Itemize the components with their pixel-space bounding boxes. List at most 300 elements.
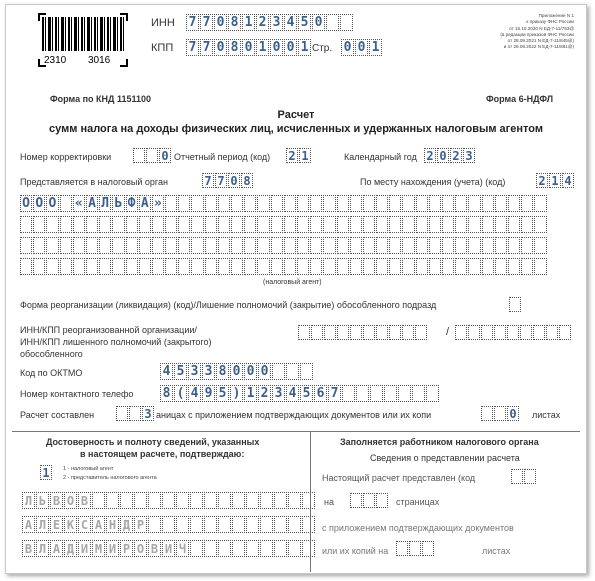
input-cell[interactable]	[260, 492, 273, 509]
input-cell[interactable]	[205, 195, 217, 212]
input-cell[interactable]	[176, 516, 189, 533]
input-cell[interactable]	[162, 492, 175, 509]
input-cell[interactable]: 8	[216, 363, 229, 380]
input-cell[interactable]	[300, 363, 313, 380]
input-cell[interactable]: 0	[214, 39, 227, 56]
input-cell[interactable]	[232, 516, 245, 533]
input-cell[interactable]: 1	[299, 148, 311, 163]
input-cell[interactable]: 2	[258, 385, 271, 402]
input-cell[interactable]	[350, 216, 362, 233]
input-cell[interactable]	[218, 216, 230, 233]
input-cell[interactable]: 1	[298, 39, 311, 56]
input-cell[interactable]: Р	[134, 516, 147, 533]
input-cell[interactable]	[148, 492, 161, 509]
input-cell[interactable]: Д	[64, 540, 77, 557]
input-cell[interactable]	[534, 216, 546, 233]
input-cell[interactable]	[190, 540, 203, 557]
input-cell[interactable]	[482, 237, 494, 254]
input-cell[interactable]: 0	[507, 406, 519, 421]
input-cell[interactable]	[126, 258, 138, 275]
surname-cells[interactable]	[22, 492, 316, 509]
input-cell[interactable]	[389, 216, 401, 233]
input-cell[interactable]: )	[230, 385, 243, 402]
year-cells[interactable]	[424, 148, 476, 163]
input-cell[interactable]: 0	[214, 14, 227, 31]
input-cell[interactable]	[139, 237, 151, 254]
input-cell[interactable]	[165, 258, 177, 275]
input-cell[interactable]	[60, 216, 72, 233]
input-cell[interactable]	[112, 237, 124, 254]
input-cell[interactable]: И	[78, 540, 91, 557]
input-cell[interactable]	[495, 237, 507, 254]
input-cell[interactable]: 7	[200, 14, 213, 31]
input-cell[interactable]	[274, 516, 287, 533]
input-cell[interactable]: И	[162, 540, 175, 557]
input-cell[interactable]: К	[64, 516, 77, 533]
input-cell[interactable]	[416, 216, 428, 233]
input-cell[interactable]: 0	[230, 363, 243, 380]
input-cell[interactable]	[389, 258, 401, 275]
input-cell[interactable]: Ь	[112, 195, 124, 212]
input-cell[interactable]: «	[73, 195, 85, 212]
input-cell[interactable]	[350, 195, 362, 212]
input-cell[interactable]	[324, 325, 336, 340]
input-cell[interactable]	[524, 469, 536, 484]
input-cell[interactable]: 3	[463, 148, 475, 163]
input-cell[interactable]	[297, 216, 309, 233]
input-cell[interactable]	[112, 216, 124, 233]
input-cell[interactable]	[271, 237, 283, 254]
input-cell[interactable]	[257, 195, 269, 212]
input-cell[interactable]	[508, 258, 520, 275]
kpp-cells[interactable]	[186, 39, 312, 56]
input-cell[interactable]	[495, 258, 507, 275]
input-cell[interactable]	[288, 516, 301, 533]
correction-cells[interactable]	[133, 148, 172, 163]
authority-cells[interactable]	[202, 173, 254, 188]
input-cell[interactable]	[129, 406, 141, 421]
input-cell[interactable]	[409, 541, 421, 556]
input-cell[interactable]	[363, 258, 375, 275]
input-cell[interactable]	[468, 195, 480, 212]
input-cell[interactable]	[402, 237, 414, 254]
agent-name-row-1[interactable]	[20, 195, 548, 212]
input-cell[interactable]	[389, 237, 401, 254]
input-cell[interactable]: 0	[228, 173, 240, 188]
input-cell[interactable]	[442, 195, 454, 212]
input-cell[interactable]	[288, 540, 301, 557]
input-cell[interactable]	[384, 385, 397, 402]
input-cell[interactable]: 1	[369, 39, 382, 56]
input-cell[interactable]	[46, 216, 58, 233]
input-cell[interactable]	[337, 258, 349, 275]
input-cell[interactable]	[178, 258, 190, 275]
input-cell[interactable]	[20, 216, 32, 233]
input-cell[interactable]: 7	[200, 39, 213, 56]
agent-name-row-4[interactable]	[20, 258, 548, 275]
phone-cells[interactable]	[160, 385, 440, 402]
input-cell[interactable]	[533, 325, 545, 340]
input-cell[interactable]	[257, 258, 269, 275]
input-cell[interactable]	[246, 540, 259, 557]
input-cell[interactable]	[178, 237, 190, 254]
input-cell[interactable]: 2	[450, 148, 462, 163]
input-cell[interactable]: Н	[106, 516, 119, 533]
input-cell[interactable]	[455, 216, 467, 233]
input-cell[interactable]	[139, 216, 151, 233]
input-cell[interactable]	[402, 195, 414, 212]
input-cell[interactable]	[246, 516, 259, 533]
input-cell[interactable]	[271, 216, 283, 233]
input-cell[interactable]: В	[148, 540, 161, 557]
agent-name-row-3[interactable]	[20, 237, 548, 254]
input-cell[interactable]	[297, 195, 309, 212]
input-cell[interactable]: 6	[314, 385, 327, 402]
input-cell[interactable]	[274, 540, 287, 557]
input-cell[interactable]	[204, 516, 217, 533]
input-cell[interactable]	[521, 216, 533, 233]
input-cell[interactable]	[178, 216, 190, 233]
input-cell[interactable]: 7	[186, 14, 199, 31]
input-cell[interactable]	[231, 195, 243, 212]
input-cell[interactable]	[402, 258, 414, 275]
input-cell[interactable]: В	[78, 492, 91, 509]
patronymic-cells[interactable]	[22, 540, 316, 557]
input-cell[interactable]	[20, 258, 32, 275]
input-cell[interactable]: 4	[188, 385, 201, 402]
input-cell[interactable]	[86, 216, 98, 233]
input-cell[interactable]	[152, 258, 164, 275]
input-cell[interactable]: А	[50, 540, 63, 557]
input-cell[interactable]	[284, 237, 296, 254]
agent-name-row-2[interactable]	[20, 216, 548, 233]
pages-cells[interactable]	[116, 406, 155, 421]
input-cell[interactable]	[297, 237, 309, 254]
input-cell[interactable]	[73, 258, 85, 275]
input-cell[interactable]	[231, 216, 243, 233]
input-cell[interactable]: 7	[202, 173, 214, 188]
input-cell[interactable]	[244, 216, 256, 233]
period-cells[interactable]	[286, 148, 312, 163]
input-cell[interactable]: О	[33, 195, 45, 212]
input-cell[interactable]	[534, 195, 546, 212]
input-cell[interactable]	[33, 216, 45, 233]
reorg-code-cells[interactable]	[509, 297, 522, 312]
input-cell[interactable]	[205, 216, 217, 233]
input-cell[interactable]: 3	[188, 363, 201, 380]
input-cell[interactable]: О	[46, 195, 58, 212]
input-cell[interactable]	[288, 492, 301, 509]
input-cell[interactable]	[521, 237, 533, 254]
input-cell[interactable]	[178, 195, 190, 212]
input-cell[interactable]	[422, 541, 434, 556]
input-cell[interactable]	[363, 216, 375, 233]
input-cell[interactable]	[165, 237, 177, 254]
input-cell[interactable]	[429, 195, 441, 212]
input-cell[interactable]: Л	[22, 492, 35, 509]
input-cell[interactable]: 0	[312, 14, 325, 31]
input-cell[interactable]	[246, 492, 259, 509]
input-cell[interactable]	[508, 195, 520, 212]
input-cell[interactable]: М	[92, 540, 105, 557]
input-cell[interactable]: 8	[160, 385, 173, 402]
input-cell[interactable]	[468, 258, 480, 275]
input-cell[interactable]	[546, 325, 558, 340]
input-cell[interactable]	[191, 258, 203, 275]
input-cell[interactable]: 4	[284, 14, 297, 31]
input-cell[interactable]	[429, 258, 441, 275]
input-cell[interactable]	[146, 148, 158, 163]
input-cell[interactable]	[508, 237, 520, 254]
page-cells[interactable]	[341, 39, 383, 56]
input-cell[interactable]	[244, 258, 256, 275]
input-cell[interactable]	[191, 216, 203, 233]
input-cell[interactable]	[126, 216, 138, 233]
inspector-pages-cells[interactable]	[350, 493, 389, 508]
input-cell[interactable]	[86, 258, 98, 275]
input-cell[interactable]	[260, 540, 273, 557]
input-cell[interactable]	[363, 493, 375, 508]
input-cell[interactable]	[481, 406, 493, 421]
input-cell[interactable]	[284, 195, 296, 212]
input-cell[interactable]	[509, 297, 521, 312]
input-cell[interactable]	[442, 258, 454, 275]
input-cell[interactable]	[520, 325, 532, 340]
input-cell[interactable]	[416, 195, 428, 212]
input-cell[interactable]	[494, 406, 506, 421]
input-cell[interactable]: Д	[120, 516, 133, 533]
input-cell[interactable]	[271, 258, 283, 275]
input-cell[interactable]	[337, 195, 349, 212]
input-cell[interactable]: 1	[242, 14, 255, 31]
input-cell[interactable]	[302, 516, 315, 533]
input-cell[interactable]	[455, 195, 467, 212]
input-cell[interactable]	[99, 216, 111, 233]
input-cell[interactable]	[468, 325, 480, 340]
input-cell[interactable]: 0	[437, 148, 449, 163]
signer-code-cell[interactable]	[40, 465, 53, 480]
input-cell[interactable]	[482, 258, 494, 275]
input-cell[interactable]: 4	[286, 385, 299, 402]
input-cell[interactable]	[205, 237, 217, 254]
input-cell[interactable]	[33, 237, 45, 254]
input-cell[interactable]	[389, 195, 401, 212]
input-cell[interactable]	[162, 516, 175, 533]
input-cell[interactable]: 8	[241, 173, 253, 188]
inn-cells[interactable]	[186, 14, 354, 31]
input-cell[interactable]	[356, 385, 369, 402]
input-cell[interactable]: В	[22, 540, 35, 557]
input-cell[interactable]	[507, 325, 519, 340]
input-cell[interactable]	[191, 195, 203, 212]
input-cell[interactable]: 3	[202, 363, 215, 380]
input-cell[interactable]	[429, 216, 441, 233]
input-cell[interactable]	[311, 325, 323, 340]
input-cell[interactable]: Р	[120, 540, 133, 557]
input-cell[interactable]: 7	[215, 173, 227, 188]
input-cell[interactable]	[257, 237, 269, 254]
input-cell[interactable]	[218, 516, 231, 533]
input-cell[interactable]: О	[64, 492, 77, 509]
input-cell[interactable]	[231, 237, 243, 254]
reorg-inn-cells[interactable]	[298, 325, 428, 340]
input-cell[interactable]	[412, 385, 425, 402]
input-cell[interactable]	[455, 325, 467, 340]
input-cell[interactable]	[46, 237, 58, 254]
input-cell[interactable]	[120, 492, 133, 509]
input-cell[interactable]: 0	[242, 39, 255, 56]
location-cells[interactable]	[536, 173, 575, 188]
input-cell[interactable]	[260, 516, 273, 533]
input-cell[interactable]: 0	[258, 363, 271, 380]
input-cell[interactable]: Л	[99, 195, 111, 212]
input-cell[interactable]: 1	[40, 465, 52, 480]
input-cell[interactable]	[302, 492, 315, 509]
input-cell[interactable]	[376, 216, 388, 233]
input-cell[interactable]	[99, 237, 111, 254]
input-cell[interactable]: О	[20, 195, 32, 212]
input-cell[interactable]	[442, 237, 454, 254]
input-cell[interactable]	[455, 258, 467, 275]
input-cell[interactable]: 3	[270, 14, 283, 31]
input-cell[interactable]: 2	[536, 173, 548, 188]
input-cell[interactable]	[205, 258, 217, 275]
input-cell[interactable]	[231, 258, 243, 275]
input-cell[interactable]	[323, 258, 335, 275]
input-cell[interactable]	[402, 325, 414, 340]
input-cell[interactable]	[416, 237, 428, 254]
inspector-copies-cells[interactable]	[396, 541, 435, 556]
input-cell[interactable]	[116, 406, 128, 421]
input-cell[interactable]	[426, 385, 439, 402]
input-cell[interactable]	[402, 216, 414, 233]
input-cell[interactable]	[310, 258, 322, 275]
input-cell[interactable]: 2	[286, 148, 298, 163]
input-cell[interactable]: 5	[298, 14, 311, 31]
input-cell[interactable]: 0	[159, 148, 171, 163]
input-cell[interactable]	[337, 237, 349, 254]
input-cell[interactable]	[20, 237, 32, 254]
input-cell[interactable]: 4	[562, 173, 574, 188]
input-cell[interactable]	[495, 216, 507, 233]
input-cell[interactable]	[350, 237, 362, 254]
input-cell[interactable]	[521, 195, 533, 212]
input-cell[interactable]	[176, 492, 189, 509]
input-cell[interactable]	[190, 516, 203, 533]
input-cell[interactable]: И	[106, 540, 119, 557]
input-cell[interactable]	[286, 363, 299, 380]
input-cell[interactable]: Ф	[126, 195, 138, 212]
input-cell[interactable]	[326, 14, 339, 31]
input-cell[interactable]	[494, 325, 506, 340]
input-cell[interactable]	[310, 216, 322, 233]
input-cell[interactable]: 2	[256, 14, 269, 31]
input-cell[interactable]	[495, 195, 507, 212]
input-cell[interactable]	[298, 325, 310, 340]
input-cell[interactable]: 5	[174, 363, 187, 380]
input-cell[interactable]	[284, 216, 296, 233]
input-cell[interactable]	[350, 325, 362, 340]
input-cell[interactable]: О	[134, 540, 147, 557]
input-cell[interactable]	[204, 540, 217, 557]
input-cell[interactable]	[511, 469, 523, 484]
input-cell[interactable]: 7	[186, 39, 199, 56]
input-cell[interactable]: 3	[142, 406, 154, 421]
input-cell[interactable]	[165, 216, 177, 233]
input-cell[interactable]	[350, 258, 362, 275]
input-cell[interactable]	[112, 258, 124, 275]
input-cell[interactable]: А	[92, 516, 105, 533]
input-cell[interactable]: Е	[50, 516, 63, 533]
input-cell[interactable]: 0	[284, 39, 297, 56]
input-cell[interactable]	[218, 540, 231, 557]
input-cell[interactable]	[337, 325, 349, 340]
input-cell[interactable]	[508, 216, 520, 233]
input-cell[interactable]	[363, 195, 375, 212]
input-cell[interactable]: 5	[300, 385, 313, 402]
input-cell[interactable]	[257, 216, 269, 233]
input-cell[interactable]: 3	[272, 385, 285, 402]
input-cell[interactable]	[455, 237, 467, 254]
input-cell[interactable]	[310, 195, 322, 212]
input-cell[interactable]	[218, 195, 230, 212]
input-cell[interactable]	[33, 258, 45, 275]
input-cell[interactable]	[190, 492, 203, 509]
input-cell[interactable]	[218, 237, 230, 254]
input-cell[interactable]: 1	[549, 173, 561, 188]
input-cell[interactable]: С	[78, 516, 91, 533]
input-cell[interactable]	[323, 195, 335, 212]
input-cell[interactable]	[415, 325, 427, 340]
input-cell[interactable]	[244, 237, 256, 254]
input-cell[interactable]	[232, 540, 245, 557]
input-cell[interactable]	[302, 540, 315, 557]
input-cell[interactable]	[416, 258, 428, 275]
input-cell[interactable]: »	[152, 195, 164, 212]
input-cell[interactable]	[218, 258, 230, 275]
input-cell[interactable]: 8	[228, 14, 241, 31]
input-cell[interactable]	[429, 237, 441, 254]
input-cell[interactable]	[468, 237, 480, 254]
input-cell[interactable]	[310, 237, 322, 254]
input-cell[interactable]	[60, 195, 72, 212]
input-cell[interactable]	[376, 258, 388, 275]
input-cell[interactable]	[134, 492, 147, 509]
input-cell[interactable]	[340, 14, 353, 31]
input-cell[interactable]	[218, 492, 231, 509]
input-cell[interactable]	[244, 195, 256, 212]
oktmo-cells[interactable]	[160, 363, 314, 380]
input-cell[interactable]	[284, 258, 296, 275]
input-cell[interactable]	[46, 258, 58, 275]
input-cell[interactable]: Ь	[36, 492, 49, 509]
input-cell[interactable]	[323, 216, 335, 233]
input-cell[interactable]	[337, 216, 349, 233]
input-cell[interactable]	[389, 325, 401, 340]
input-cell[interactable]	[482, 195, 494, 212]
input-cell[interactable]: Л	[36, 540, 49, 557]
input-cell[interactable]	[86, 237, 98, 254]
input-cell[interactable]	[60, 258, 72, 275]
reorg-kpp-cells[interactable]	[455, 325, 572, 340]
input-cell[interactable]	[92, 492, 105, 509]
input-cell[interactable]	[152, 216, 164, 233]
input-cell[interactable]: 0	[244, 363, 257, 380]
input-cell[interactable]	[73, 237, 85, 254]
input-cell[interactable]	[73, 216, 85, 233]
input-cell[interactable]	[272, 363, 285, 380]
input-cell[interactable]	[274, 492, 287, 509]
